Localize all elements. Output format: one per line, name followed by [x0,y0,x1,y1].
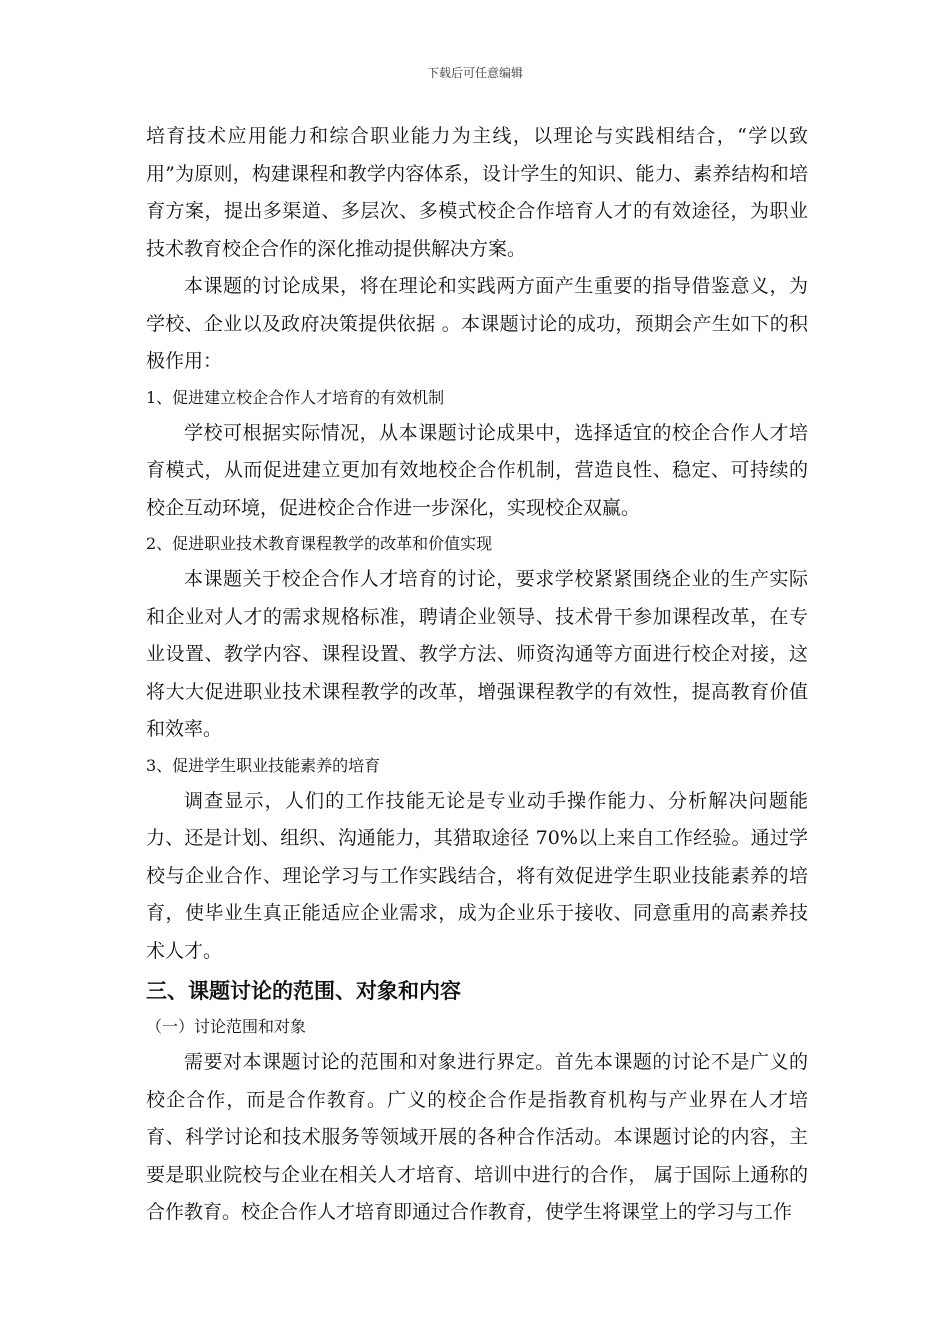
section-heading: 三、课题讨论的范围、对象和内容 [146,979,461,1003]
paragraph-1: 培育技术应用能力和综合职业能力为主线，以理论与实践相结合，“学以致用”为原则，构建课程和教学内容体系，设计学生的知识、能力、素养结构和培育方案，提出多渠道、多层次、多模式校企合作培育人才的有效途径，为职业技术教育校企合作的深化推动提供解决方案。 [146,125,808,260]
item-1-title: 1、促进建立校企合作人才培育的有效机制 [146,387,445,407]
item-2-title: 2、促进职业技术教育课程教学的改革和价值实现 [146,534,493,553]
paragraph-2: 本课题的讨论成果，将在理论和实践两方面产生重要的指导借鉴意义，为学校、企业以及政府决策提供依据 。本课题讨论的成功，预期会产生如下的积极作用： [146,275,808,372]
paragraph-5: 调查显示，人们的工作技能无论是专业动手操作能力、分析解决问题能力、还是计划、组织、沟通能力，其猎取途径 70%以上来自工作经验。通过学校与企业合作、理论学习与工作实践结合，将有效促进学生职业技能素养的培育，使毕业生真正能适应企业需求，成为企业乐于接收、同意重用的高素养技术人才。 [146,789,808,962]
paragraph-6: 需要对本课题讨论的范围和对象进行界定。首先本课题的讨论不是广义的校企合作，而是合作教育。广义的校企合作是指教育机构与产业界在人才培育、科学讨论和技术服务等领域开展的各种合作活动。本课题讨论的内容，主要是职业院校与企业在相关人才培育、培训中进行的合作， 属于国际上通称的合作教育。校企合作人才培育即通过合作教育，使学生将课堂上的学习与工作 [146,1051,808,1223]
item-3-title: 3、促进学生职业技能素养的培育 [146,755,381,775]
page-header-note: 下载后可任意编辑 [426,66,523,80]
document-body [146,118,808,1232]
paragraph-3: 学校可根据实际情况，从本课题讨论成果中，选择适宜的校企合作人才培育模式，从而促进建立更加有效地校企合作机制，营造良性、稳定、可持续的校企互动环境，促进校企合作进一步深化，实现校企双赢。 [146,421,808,519]
paragraph-4: 本课题关于校企合作人才培育的讨论，要求学校紧紧围绕企业的生产实际和企业对人才的需求规格标准，聘请企业领导、技术骨干参加课程改革，在专业设置、教学内容、课程设置、教学方法、师资沟通等方面进行校企对接，这将大大促进职业技术课程教学的改革，增强课程教学的有效性，提高教育价值和效率。 [146,568,808,740]
sub-heading: （一）讨论范围和对象 [146,1017,307,1036]
